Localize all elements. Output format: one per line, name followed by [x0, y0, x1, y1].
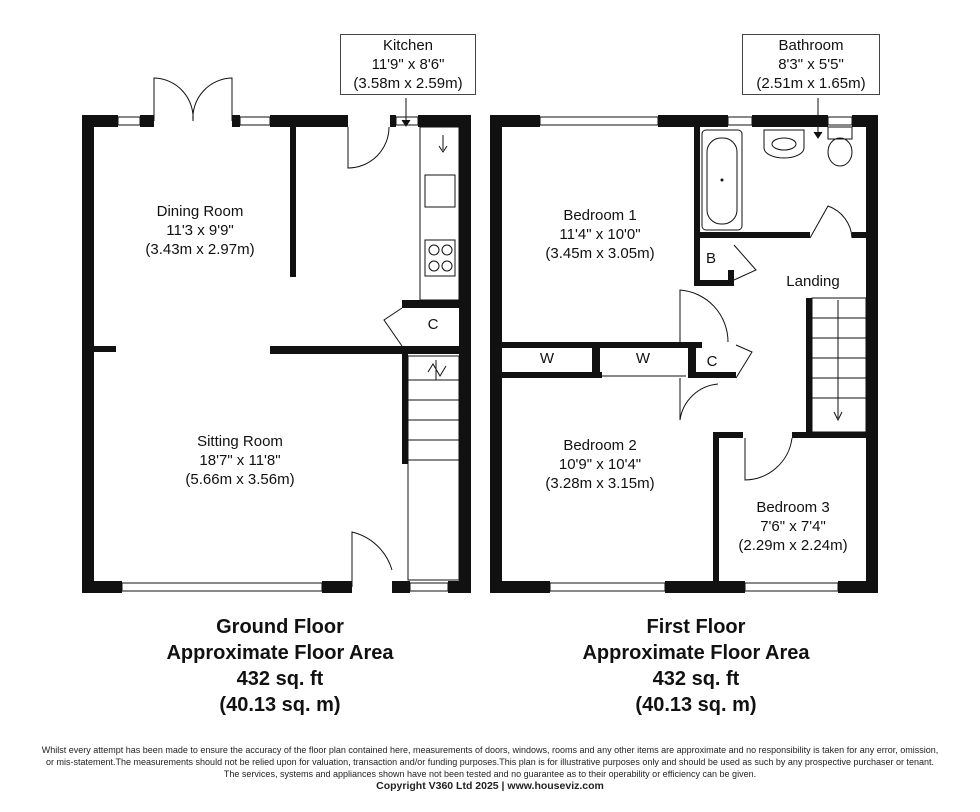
first-wardrobe-wall-top	[502, 342, 597, 348]
ground-left-stub	[94, 346, 116, 352]
ground-wall-bottom-mid	[322, 581, 352, 593]
kitchen-label	[340, 34, 476, 95]
disclaimer-line-1: Whilst every attempt has been made to ensure the accuracy of the floor plan contained here, measurements of doors, windows, rooms and any other items are approximate and no responsibility is taken for any error, omission,	[41, 745, 939, 755]
ground-cupboard-label: C	[427, 316, 439, 333]
ground-wall-top-mid2	[232, 115, 240, 127]
first-window-bath2	[828, 117, 852, 125]
ground-wall-top-kitchen	[390, 115, 396, 127]
first-cupboard-door	[736, 345, 752, 378]
ground-cupboard-door	[384, 308, 402, 346]
disclaimer-line-2: or mis-statement.The measurements should not be relied upon for valuation, transaction and/or funding purposes.This plan is for illustrative purposes only and should be used as such by any prospective purchaser or tenant.	[46, 757, 934, 767]
kitchen-name: Kitchen	[382, 37, 434, 54]
ground-mid-wall	[270, 346, 471, 354]
ground-floor-title: Ground Floor	[216, 616, 344, 638]
ground-window-bottom	[122, 583, 322, 591]
dining-room-imperial: 11'3 x 9'9"	[166, 222, 234, 239]
first-wall-top-right2	[852, 115, 878, 127]
first-bath-wall-right	[852, 232, 866, 238]
disclaimer-line-3: The services, systems and appliances shown have not been tested and no guarantee as to their operability or efficiency can be given.	[223, 769, 757, 779]
first-floor-sqft: 432 sq. ft	[652, 668, 740, 690]
ground-floor-summary	[130, 614, 430, 718]
disclaimer	[0, 744, 980, 792]
ground-wall-bottom-right2	[448, 581, 471, 593]
bedroom1-name: Bedroom 1	[563, 207, 637, 224]
first-floor-summary	[546, 614, 846, 718]
dining-room-label	[110, 202, 290, 259]
ground-french-doors	[154, 78, 232, 121]
kitchen-imperial: 11'9" x 8'6"	[371, 56, 445, 73]
bedroom1-metric: (3.45m x 3.05m)	[545, 245, 655, 262]
first-boiler-door	[734, 245, 756, 280]
first-floor-subtitle: Approximate Floor Area	[582, 642, 810, 664]
kitchen-sink	[425, 175, 455, 207]
ground-kitchen-partition	[342, 115, 348, 127]
bedroom3-label	[722, 498, 864, 555]
kitchen-metric: (3.58m x 2.59m)	[353, 75, 463, 92]
bedroom2-name: Bedroom 2	[563, 437, 637, 454]
bedroom2-metric: (3.28m x 3.15m)	[545, 475, 655, 492]
first-bed3-wall-top2	[792, 432, 866, 438]
first-bath-wall-bottom	[700, 232, 810, 238]
ground-wall-bottom-right	[392, 581, 410, 593]
first-window-bath1	[728, 117, 752, 125]
first-window-bed2	[550, 583, 665, 591]
first-wall-c-bottom	[696, 372, 736, 378]
first-wall-right	[866, 115, 878, 593]
wardrobe1-label: W	[539, 350, 555, 367]
ground-cupboard-wall	[402, 300, 471, 308]
ground-stairs	[408, 356, 459, 580]
first-wall-c-right	[688, 342, 696, 378]
bathroom-metric: (2.51m x 1.65m)	[756, 75, 866, 92]
first-wall-top-mid	[658, 115, 728, 127]
first-wall-top-left	[490, 115, 540, 127]
ground-dining-partition	[290, 127, 296, 277]
ground-wall-bottom-left	[82, 581, 122, 593]
ground-window-top-right	[240, 117, 270, 125]
ground-wall-top-mid	[140, 115, 154, 127]
bedroom3-name: Bedroom 3	[756, 499, 830, 516]
ground-stair-wall	[402, 354, 408, 464]
sitting-room-label	[140, 432, 340, 489]
first-wardrobe-mid	[592, 342, 600, 378]
first-floor-title: First Floor	[646, 616, 746, 638]
bathroom-name: Bathroom	[778, 37, 844, 54]
first-bed2-door	[680, 378, 718, 420]
first-wall-left	[490, 115, 502, 593]
ground-front-door	[352, 532, 392, 587]
first-wall-bottom-left	[490, 581, 550, 593]
first-wardrobe-wall-bottom	[502, 372, 602, 378]
ground-window-top-left	[118, 117, 140, 125]
first-window-bed3	[745, 583, 838, 591]
bathroom-imperial: 8'3" x 5'5"	[778, 56, 844, 73]
bedroom1-imperial: 11'4" x 10'0"	[559, 226, 641, 243]
wardrobe2-label: W	[635, 350, 651, 367]
bedroom2-label	[505, 436, 695, 493]
ground-floor-plan	[82, 78, 471, 593]
ground-window-bottom-right	[410, 583, 448, 591]
bedroom3-imperial: 7'6" x 7'4"	[760, 518, 826, 535]
first-window-bed1	[540, 117, 658, 125]
first-bed3-door	[745, 438, 792, 480]
first-bed1-door	[680, 290, 728, 342]
copyright-notice: Copyright V360 Ltd 2025 | www.houseviz.com	[376, 780, 604, 792]
bedroom3-metric: (2.29m x 2.24m)	[738, 537, 848, 554]
first-bath-door	[810, 206, 852, 238]
first-bed2-wall-right	[713, 432, 719, 593]
sitting-room-imperial: 18'7" x 11'8"	[199, 452, 281, 469]
ground-wall-left	[82, 115, 94, 593]
ground-floor-sqft: 432 sq. ft	[236, 668, 324, 690]
landing-label: Landing	[786, 273, 840, 290]
bathroom-label	[742, 34, 880, 95]
first-stairs	[812, 298, 866, 432]
first-wardrobe-wall-top2	[592, 342, 702, 348]
kitchen-hob	[425, 240, 455, 276]
ground-floor-subtitle: Approximate Floor Area	[166, 642, 394, 664]
bath-basin	[764, 130, 804, 158]
first-wall-top-right	[752, 115, 828, 127]
first-stair-wall	[806, 298, 812, 434]
kitchen-worktop	[420, 127, 459, 300]
dining-room-metric: (3.43m x 2.97m)	[145, 241, 255, 258]
first-wall-bottom-mid	[665, 581, 745, 593]
ground-kitchen-door	[348, 127, 389, 168]
ground-wall-top-right	[270, 115, 342, 127]
sitting-room-name: Sitting Room	[197, 433, 283, 450]
first-floor-sqm: (40.13 sq. m)	[635, 694, 757, 716]
bedroom2-imperial: 10'9" x 10'4"	[558, 456, 642, 473]
bath-toilet	[828, 127, 852, 139]
ground-wall-top-left	[82, 115, 118, 127]
first-wall-bottom-right	[838, 581, 878, 593]
boiler-label: B	[705, 250, 716, 267]
dining-room-name: Dining Room	[156, 203, 244, 220]
bedroom1-label	[510, 206, 690, 263]
first-bed1-wall-right	[728, 270, 734, 286]
first-cupboard-label: C	[706, 353, 718, 370]
ground-floor-sqm: (40.13 sq. m)	[219, 694, 341, 716]
sitting-room-metric: (5.66m x 3.56m)	[185, 471, 295, 488]
first-bed3-wall-top	[713, 432, 743, 438]
ground-wall-top-kitchen2	[418, 115, 471, 127]
